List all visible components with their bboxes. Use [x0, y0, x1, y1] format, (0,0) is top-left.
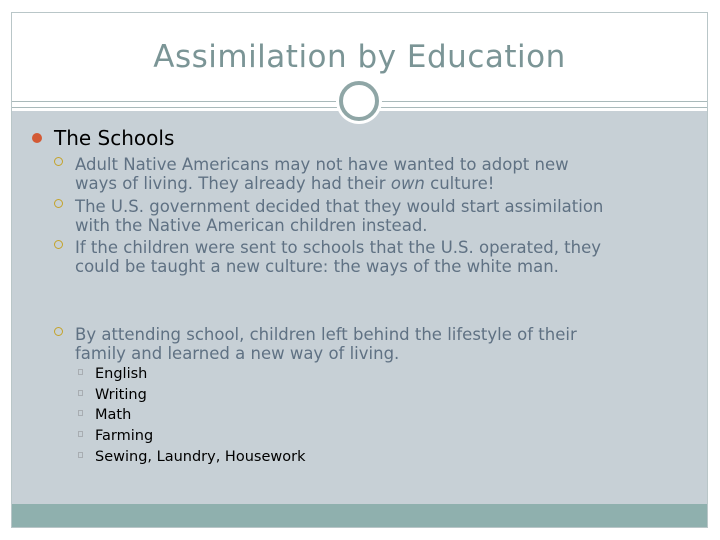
square-bullet-icon [78, 390, 83, 396]
paragraph-line: family and learned a new way of living. [75, 344, 400, 363]
paragraph-line: By attending school, children left behind the lifestyle of their [75, 325, 577, 344]
paragraph-line: If the children were sent to schools that the U.S. operated, they [75, 238, 602, 257]
slide-title: Assimilation by Education [153, 39, 566, 75]
title-circle-ornament [339, 81, 379, 121]
heading-text: The Schools [54, 126, 175, 150]
ring-bullet-icon [54, 199, 63, 208]
square-bullet-icon [78, 452, 83, 458]
paragraph-line: could be taught a new culture: the ways of the white man. [75, 257, 559, 276]
ring-bullet-icon [54, 327, 63, 336]
bullet-dot-icon [32, 133, 42, 143]
paragraph-line: with the Native American children instead. [75, 216, 428, 235]
paragraph-line: ways of living. They already had their own culture! [75, 174, 495, 193]
square-bullet-icon [78, 369, 83, 375]
paragraph-line: Adult Native Americans may not have wanted to adopt new [75, 155, 569, 174]
ring-bullet-icon [54, 240, 63, 249]
square-bullet-icon [78, 431, 83, 437]
paragraph-line: The U.S. government decided that they would start assimilation [75, 197, 604, 216]
slide: Assimilation by Education The Schools Adult Native Americans may not have wanted to adopt new ways of living. They already had their own culture! The U.S. government decided that they would start assimilation with the Native American children instead. If the children were sent to schools that the U.S. operated, they could be taught a new culture: the ways of the white man. By attending school, children left behind the lifestyle of their family and learned a new way of living. English Writing Math Farming Sewing, Laundry, Housework [11, 12, 708, 528]
footer-band [12, 504, 707, 528]
square-bullet-icon [78, 410, 83, 416]
emphasis-text: own [390, 174, 425, 193]
ring-bullet-icon [54, 157, 63, 166]
